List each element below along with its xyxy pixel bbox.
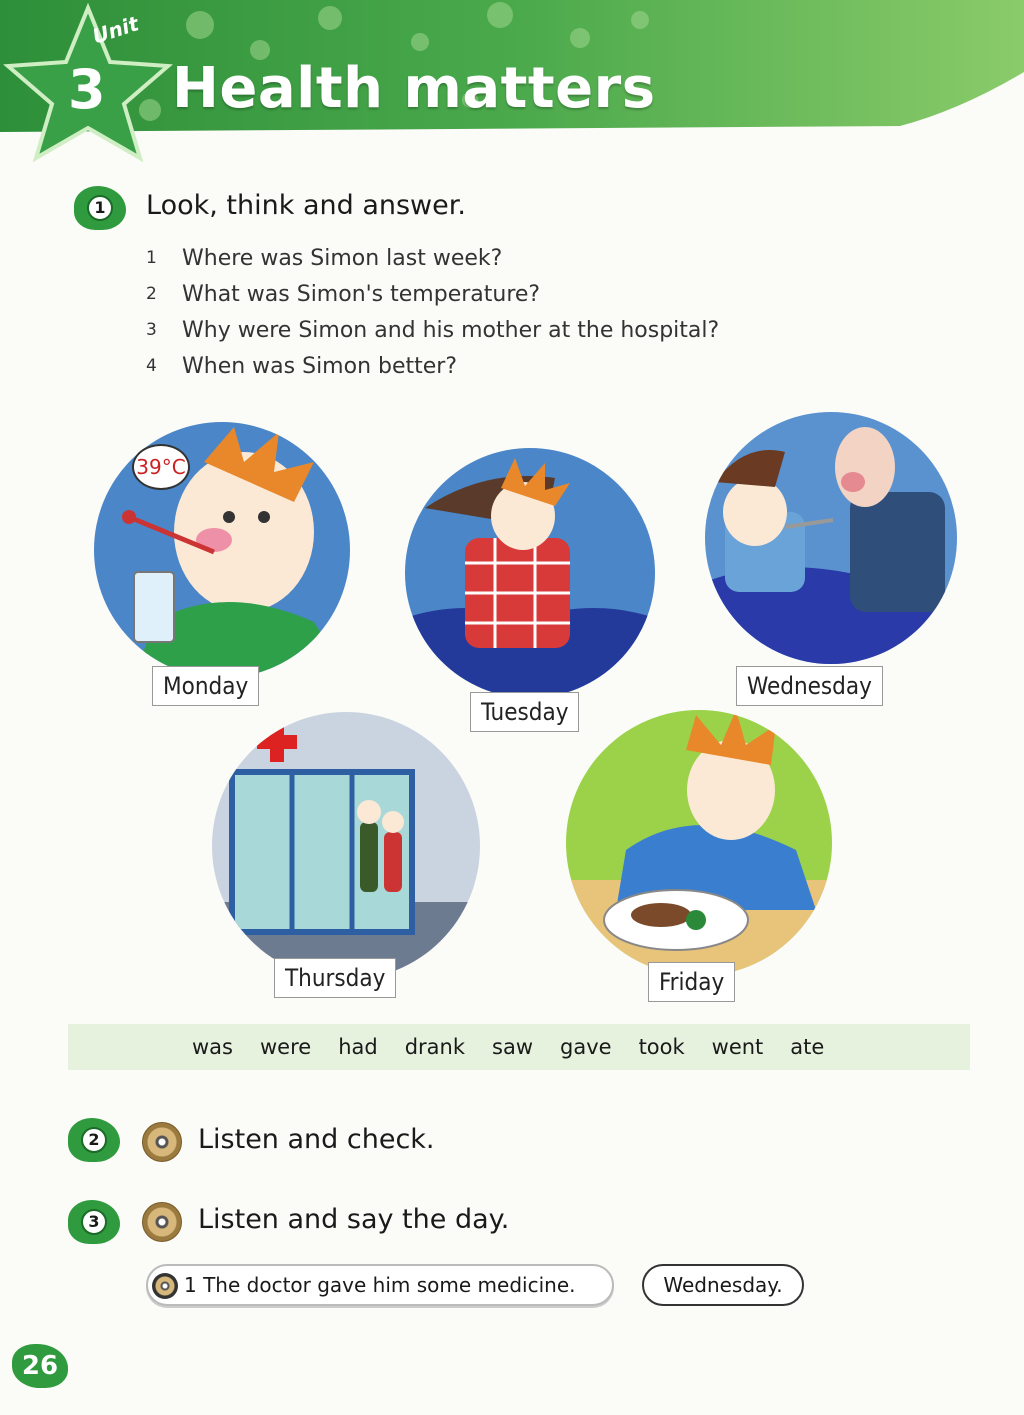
day-label-monday: Monday: [152, 666, 259, 706]
example-answer-text: Wednesday.: [663, 1273, 783, 1297]
section-2-title: Listen and check.: [198, 1124, 435, 1155]
unit-number: 3: [68, 58, 106, 121]
section-1-number: 1: [87, 195, 113, 221]
question-item: 2 What was Simon's temperature?: [146, 281, 541, 307]
word-bank-item: were: [260, 1035, 312, 1059]
section-1-badge: [74, 186, 126, 230]
temperature-bubble: 39°C: [132, 444, 190, 490]
word-bank-item: saw: [492, 1035, 534, 1059]
section-3-number: 3: [81, 1209, 107, 1235]
tuesday-illustration: [405, 448, 655, 698]
section-3-title: Listen and say the day.: [198, 1204, 510, 1235]
question-list: [146, 240, 719, 384]
page-title: Health matters: [172, 56, 656, 121]
day-label-tuesday: Tuesday: [470, 692, 579, 732]
section-2-badge: [68, 1118, 120, 1162]
example-answer-bubble: [642, 1264, 804, 1306]
page-number: 26: [12, 1344, 68, 1388]
word-bank-item: was: [192, 1035, 233, 1059]
question-item: 3 Why were Simon and his mother at the hospital?: [146, 317, 720, 343]
word-bank-item: went: [711, 1035, 764, 1059]
word-bank: [68, 1024, 970, 1070]
question-item: 1 Where was Simon last week?: [146, 245, 503, 271]
friday-illustration: [566, 710, 832, 976]
example-prompt-bubble: [146, 1264, 614, 1306]
day-label-wednesday: Wednesday: [736, 666, 883, 706]
audio-cd-icon[interactable]: [152, 1273, 178, 1299]
unit-label: Unit: [89, 11, 142, 49]
section-1-title: Look, think and answer.: [146, 190, 466, 221]
wednesday-illustration: [705, 412, 957, 664]
day-label-friday: Friday: [648, 962, 735, 1002]
section-2-number: 2: [81, 1127, 107, 1153]
example-prompt-text: 1 The doctor gave him some medicine.: [184, 1273, 576, 1297]
question-item: 4 When was Simon better?: [146, 353, 458, 379]
word-bank-item: drank: [404, 1035, 466, 1059]
thursday-illustration: [212, 712, 480, 980]
word-bank-item: had: [338, 1035, 378, 1059]
word-bank-item: took: [638, 1035, 685, 1059]
audio-cd-icon[interactable]: [142, 1122, 182, 1162]
word-bank-item: ate: [790, 1035, 825, 1059]
section-3-badge: [68, 1200, 120, 1244]
word-bank-item: gave: [560, 1035, 612, 1059]
day-label-thursday: Thursday: [274, 958, 396, 998]
audio-cd-icon[interactable]: [142, 1202, 182, 1242]
unit-banner: [0, 0, 1024, 200]
